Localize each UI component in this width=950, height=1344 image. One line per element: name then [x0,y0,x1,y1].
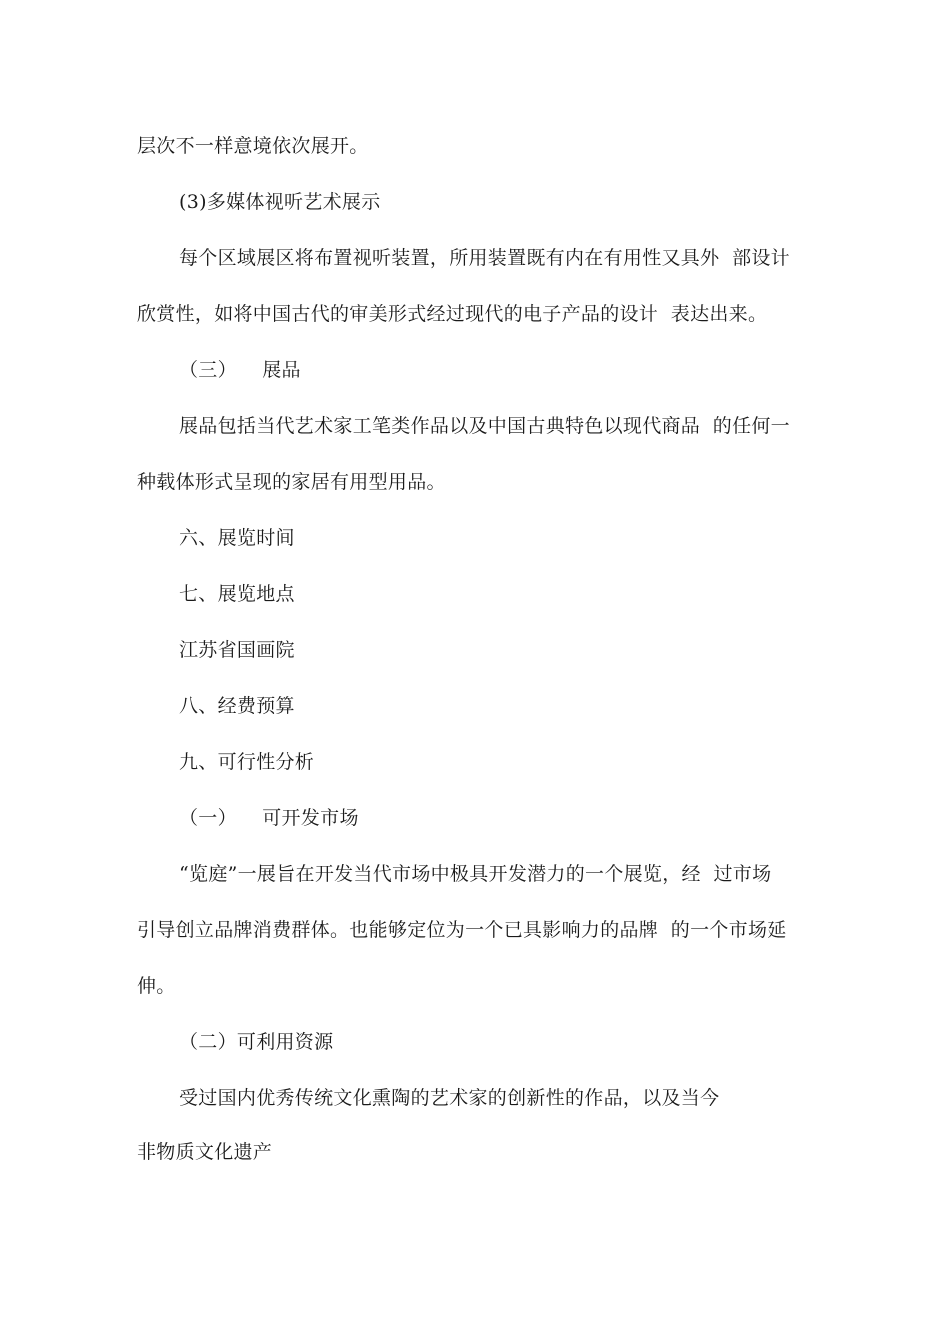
paragraph-line: 展品包括当代艺术家工笔类作品以及中国古典特色以现代商品 的任何一 [179,415,790,437]
paragraph-line: 层次不一样意境依次展开。 [137,135,369,157]
subsection-heading: （一） 可开发市场 [179,807,359,829]
section-heading: 八、经费预算 [179,695,295,717]
paragraph-line: 引导创立品牌消费群体。也能够定位为一个已具影响力的品牌 的一个市场延 [137,919,787,941]
section-heading: 九、可行性分析 [179,751,315,773]
subsection-heading: （二）可利用资源 [179,1031,334,1053]
section-heading: 七、展览地点 [179,583,295,605]
paragraph-line: 欣赏性，如将中国古代的审美形式经过现代的电子产品的设计 表达出来。 [137,303,768,325]
subsection-heading: （三） 展品 [179,359,301,381]
paragraph-line: 种载体形式呈现的家居有用型用品。 [137,471,446,493]
paragraph-line: 伸。 [137,975,176,997]
paragraph-line: 每个区域展区将布置视听装置，所用装置既有内在有用性又具外 部设计 [179,247,790,269]
paragraph-line: 非物质文化遗产 [137,1141,273,1163]
subsection-heading: (3)多媒体视听艺术展示 [179,191,381,213]
section-heading: 六、展览时间 [179,527,295,549]
paragraph-line: “览庭”一展旨在开发当代市场中极具开发潜力的一个展览，经 过市场 [179,863,772,885]
paragraph-line: 江苏省国画院 [179,639,295,661]
paragraph-line: 受过国内优秀传统文化熏陶的艺术家的创新性的作品，以及当今 [179,1087,720,1109]
